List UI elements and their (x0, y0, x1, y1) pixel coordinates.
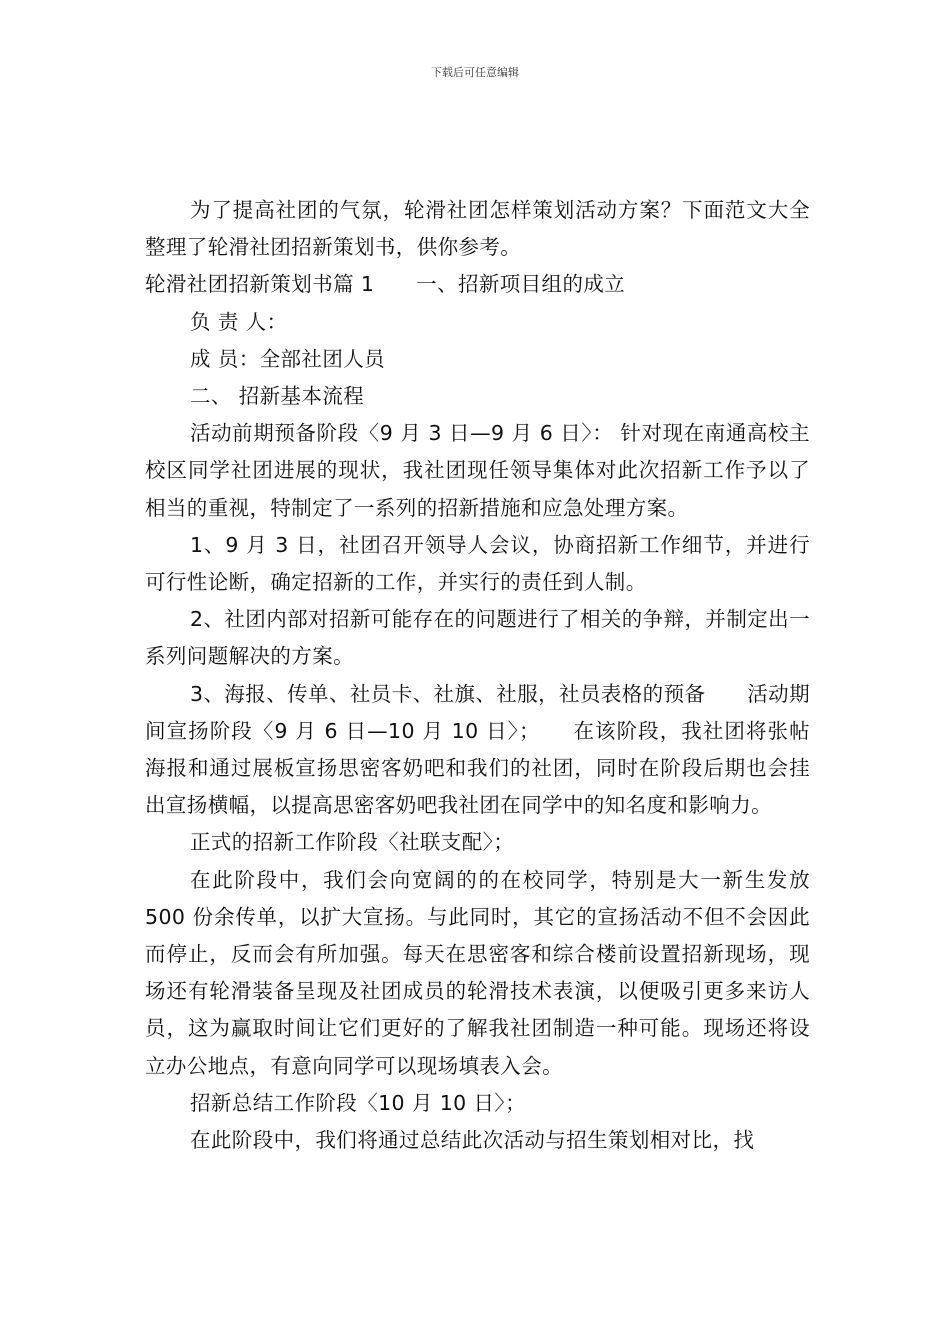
paragraph: 正式的招新工作阶段〈社联支配〉； (190, 830, 515, 855)
paragraph: 轮滑社团招新策划书篇 1 一、招新项目组的成立 (145, 272, 626, 297)
paragraph: 2、社团内部对招新可能存在的问题进行了相关的争辩，并制定出一系列问题解决的方案。 (145, 607, 810, 669)
paragraph: 3、海报、传单、社员卡、社旗、社服，社员表格的预备 活动期间宣扬阶段〈9 月 6 日—10 月 10 日〉； 在该阶段，我社团将张帖海报和通过展板宣扬思密客奶吧和我们的社团，同时在阶段后期也会挂出宣扬横幅，以提高思密客奶吧我社团在同学中的知名度和影响力。 (145, 681, 810, 818)
paragraph: 1、9 月 3 日，社团召开领导人会议，协商招新工作细节，并进行可行性论断，确定招新的工作，并实行的责任到人制。 (145, 532, 810, 595)
paragraph: 招新总结工作阶段〈10 月 10 日〉； (190, 1090, 526, 1115)
paragraph: 在此阶段中，我们会向宽阔的的在校同学，特别是大一新生发放 500 份余传单，以扩大宣扬。与此同时，其它的宣扬活动不但不会因此而停止，反而会有所加强。每天在思密客和综合楼前设置招新现场，现场还有轮滑装备呈现及社团成员的轮滑技术表演，以便吸引更多来访人员，这为赢取时间让它们更好的了解我社团制造一种可能。现场还将设立办公地点，有意向同学可以现场填表入会。 (145, 867, 810, 1078)
paragraph: 活动前期预备阶段〈9 月 3 日—9 月 6 日〉： 针对现在南通高校主校区同学社团进展的现状，我社团现任领导集体对此次招新工作予以了相当的重视，特制定了一系列的招新措施和应急处理方案。 (145, 421, 810, 520)
document-body (145, 192, 810, 1159)
paragraph: 成 员：全部社团人员 (190, 346, 386, 371)
paragraph: 在此阶段中，我们将通过总结此次活动与招生策划相对比，找 (190, 1128, 755, 1153)
paragraph: 负 责 人： (190, 309, 288, 334)
paragraph: 为了提高社团的气氛，轮滑社团怎样策划活动方案？下面范文大全整理了轮滑社团招新策划书，供你参考。 (145, 198, 810, 260)
page-header: 下载后可任意编辑 (431, 66, 519, 79)
paragraph: 二、 招新基本流程 (190, 384, 365, 409)
